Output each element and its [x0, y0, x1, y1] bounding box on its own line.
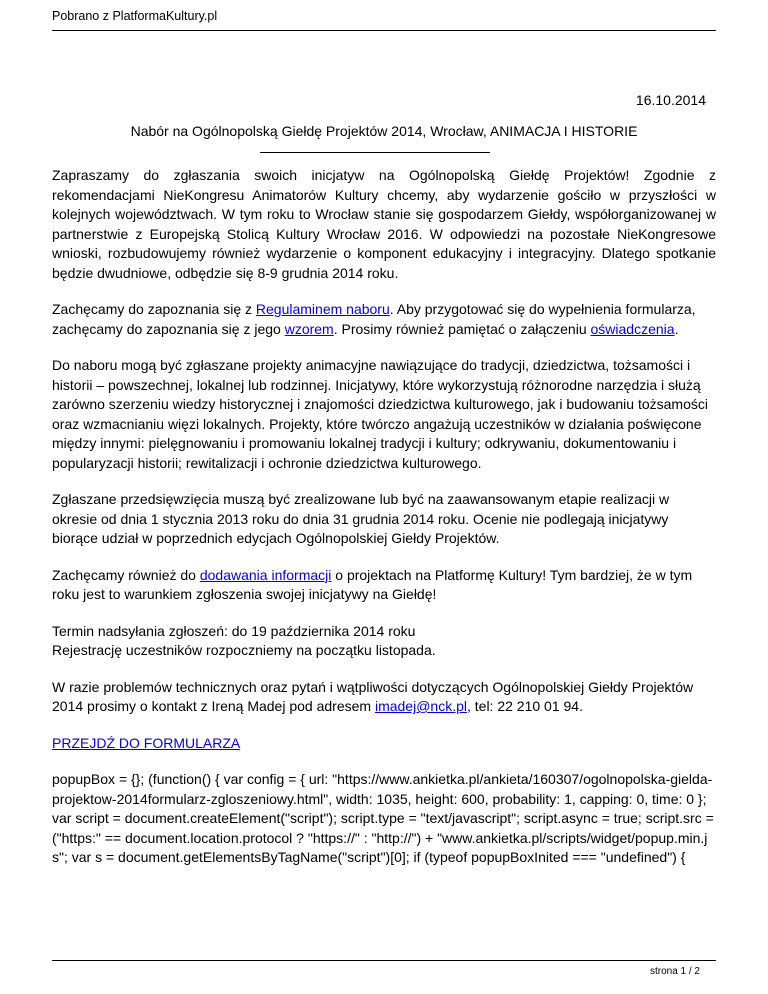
header-divider [52, 30, 716, 31]
regulations-text-2: . Aby przygotować się do wypełnienia formularza, zachęcamy do zapoznania się z jego [52, 301, 696, 337]
contact-text-2: , tel: 22 210 01 94. [466, 698, 583, 714]
footer-divider [52, 960, 716, 961]
statement-link[interactable]: oświadczenia [590, 320, 675, 337]
add-information-link[interactable]: dodawania informacji [199, 566, 332, 583]
deadline-paragraph [52, 622, 716, 661]
registration-line: Rejestrację uczestników rozpoczniemy na początku listopada. [52, 642, 436, 658]
go-to-form-link[interactable]: PRZEJDŹ DO FORMULARZA [52, 734, 241, 751]
regulations-text-1: Zachęcamy do zapoznania się z [52, 301, 256, 317]
platform-text-2: o projektach na Platformę Kultury! Tym bardziej, że w tym roku jest to warunkiem zgłoszenia swojej inicjatywy na Giełdę! [52, 566, 693, 602]
timeframe-paragraph: Zgłaszane przedsięwzięcia muszą być zrealizowane lub być na zaawansowanym etapie realizacji w okresie od dnia 1 stycznia 2013 roku do dnia 31 grudnia 2014 roku. Ocenie nie podlegają inicjatywy biorące udział w poprzednich edycjach Ogólnopolskiej Giełdy Projektów. [52, 491, 670, 546]
regulations-text-3: . Prosimy również pamiętać o załączeniu [333, 320, 591, 337]
regulations-paragraph [52, 300, 716, 339]
page-number: strona 1 / 2 [649, 966, 700, 977]
contact-text-1: W razie problemów technicznych oraz pytań i wątpliwości dotyczących Ogólnopolskiej Giełdy Projektów 2014 prosimy o kontakt z Ireną Madej pod adresem [52, 678, 694, 714]
article-body [52, 166, 716, 885]
deadline-line: Termin nadsyłania zgłoszeń: do 19 października 2014 roku [52, 622, 416, 639]
form-link-paragraph [52, 734, 716, 754]
platform-paragraph [52, 566, 716, 605]
eligibility-paragraph: Do naboru mogą być zgłaszane projekty animacyjne nawiązujące do tradycji, dziedzictwa, tożsamości i historii – powszechnej, lokalnej lub rodzinnej. Inicjatywy, które wykorzystują różnorodne narzędzia i służą zarówno szerzeniu wiedzy historycznej i znajomości dziedzictwa kulturowego, jak i budowaniu tożsamości oraz wzmacnianiu więzi lokalnych. Projekty, które twórczo angażują uczestników w działania poświęcone między innymi: pielęgnowaniu i promowaniu lokalnej tradycji i kultury; odkrywaniu, dokumentowaniu i popularyzacji historii; rewitalizacji i ochronie dziedzictwa kulturowego. [52, 357, 708, 471]
form-template-link[interactable]: wzorem [284, 320, 334, 337]
article-title: Nabór na Ogólnopolską Giełdę Projektów 2014, Wrocław, ANIMACJA I HISTORIE [130, 123, 638, 139]
article-date: 16.10.2014 [635, 92, 706, 108]
embedded-script-text: popupBox = {}; (function() { var config = { url: "https://www.ankietka.pl/ankieta/160307/ogolnopolska-gielda-projektow-2014formularz-zgloszeniowy.html", width: 1035, height: 600, probability: 1, capping: 0, time: 0 }; var script = document.createElement("script"); script.type = "text/javascript"; script.async = true; script.src = ("https:" == document.location.protocol ? "https://" : "http://") + "www.ankietka.pl/scripts/widget/popup.min.js"; var s = document.getElementsByTagName("script")[0]; if (typeof popupBoxInited === "undefined") { [52, 771, 714, 865]
contact-email-link[interactable]: imadej@nck.pl [374, 698, 467, 714]
contact-paragraph [52, 678, 716, 717]
platform-text-1: Zachęcamy również do [52, 566, 200, 583]
intro-paragraph: Zapraszamy do zgłaszania swoich inicjatyw na Ogólnopolską Giełdę Projektów! Zgodnie z rekomendacjami NieKongresu Animatorów Kultury chcemy, aby wydarzenie gościło w przyszłości w kolejnych województwach. W tym roku to Wrocław stanie się gospodarzem Giełdy, współorganizowanej w partnerstwie z Europejską Stolicą Kultury Wrocław 2016. W odpowiedzi na pozostałe NieKongresowe wnioski, rozbudowujemy również wydarzenie o komponent edukacyjny i integracyjny. Dlatego spotkanie będzie dwudniowe, odbędzie się 8-9 grudnia 2014 roku. [52, 167, 716, 281]
title-divider [260, 152, 490, 153]
regulations-link[interactable]: Regulaminem naboru [255, 301, 390, 317]
regulations-text-4: . [674, 320, 679, 337]
header-source: Pobrano z PlatformaKultury.pl [52, 9, 218, 23]
